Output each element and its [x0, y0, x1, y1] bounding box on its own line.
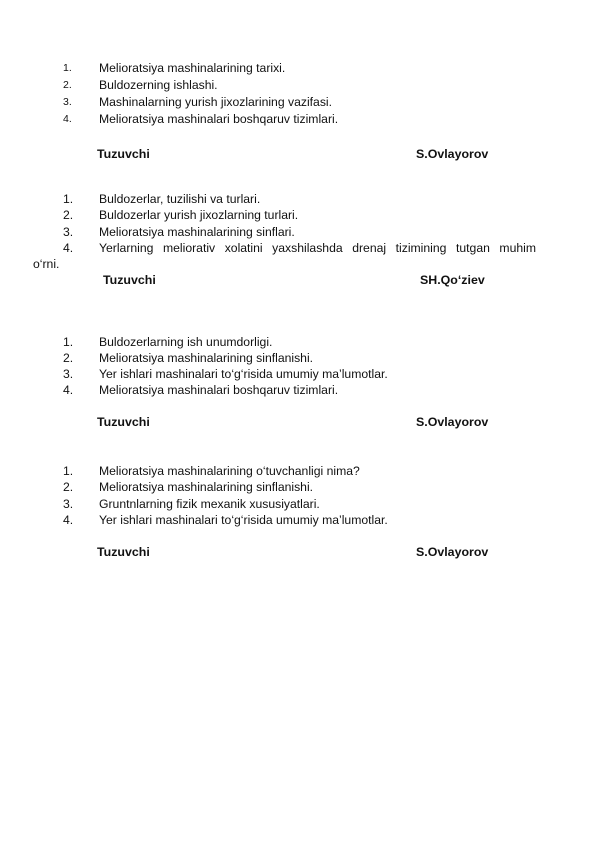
item-text: Melioratsiya mashinalarining sinflanishi.: [99, 480, 314, 494]
item-text: Melioratsiya mashinalarining sinflanishi.: [99, 351, 314, 365]
item-text: Melioratsiya mashinalarining o‘tuvchanligi nima?: [99, 464, 360, 478]
item-number: 4.: [63, 113, 72, 125]
list-item: [0, 350, 596, 366]
item-number: 3.: [63, 225, 74, 239]
item-number: 1.: [63, 464, 74, 478]
signature-author: S.Ovlayorov: [416, 415, 489, 429]
list-item: [0, 77, 596, 93]
list-item: [0, 463, 596, 479]
signature-author: S.Ovlayorov: [416, 545, 489, 559]
item-number: 2.: [63, 208, 74, 222]
list-item: [0, 496, 596, 512]
list-item: [0, 207, 596, 223]
item-number: 3.: [63, 96, 72, 108]
item-text: Mashinalarning yurish jixozlarining vazifasi.: [99, 95, 333, 109]
item-continuation: o‘rni.: [33, 257, 60, 271]
list-item: [0, 224, 596, 240]
item-number: 4.: [63, 241, 74, 255]
item-text: Yer ishlari mashinalari to‘g‘risida umumiy ma’lumotlar.: [99, 513, 388, 527]
item-number: 4.: [63, 383, 74, 397]
item-text: Melioratsiya mashinalari boshqaruv tizimlari.: [99, 112, 339, 126]
list-item: [0, 366, 596, 382]
item-number: 1.: [63, 335, 74, 349]
list-item: [0, 191, 596, 207]
list-item: [0, 60, 596, 76]
signature-role: Tuzuvchi: [97, 147, 150, 161]
list-item: [0, 334, 596, 350]
item-text: Buldozerlar yurish jixozlarning turlari.: [99, 208, 299, 222]
list-item: [0, 111, 596, 127]
item-text: Melioratsiya mashinalarining tarixi.: [99, 61, 286, 75]
signature-role: Tuzuvchi: [97, 415, 150, 429]
signature-author: SH.Qo‘ziev: [420, 273, 485, 287]
item-number: 4.: [63, 513, 74, 527]
item-text: Yer ishlari mashinalari to‘g‘risida umumiy ma’lumotlar.: [99, 367, 388, 381]
list-item: [0, 479, 596, 495]
item-number: 1.: [63, 62, 72, 74]
item-text: Yerlarning meliorativ xolatini yaxshilashda drenaj tizimining tutgan muhim: [99, 241, 536, 255]
item-text: Melioratsiya mashinalari boshqaruv tizimlari.: [99, 383, 339, 397]
item-number: 3.: [63, 367, 74, 381]
list-item: [0, 94, 596, 110]
item-number: 2.: [63, 351, 74, 365]
item-number: 2.: [63, 79, 72, 91]
item-text: Buldozerning ishlashi.: [99, 78, 218, 92]
list-item: [0, 382, 596, 398]
item-number: 1.: [63, 192, 74, 206]
item-number: 3.: [63, 497, 74, 511]
item-text: Buldozerlar, tuzilishi va turlari.: [99, 192, 261, 206]
item-text: Gruntnlarning fizik mexanik xususiyatlari.: [99, 497, 320, 511]
item-text: Buldozerlarning ish unumdorligi.: [99, 335, 273, 349]
signature-author: S.Ovlayorov: [416, 147, 489, 161]
signature-role: Tuzuvchi: [103, 273, 156, 287]
list-item: [0, 512, 596, 528]
item-number: 2.: [63, 480, 74, 494]
signature-role: Tuzuvchi: [97, 545, 150, 559]
item-text: Melioratsiya mashinalarining sinflari.: [99, 225, 295, 239]
list-item: [0, 240, 596, 256]
